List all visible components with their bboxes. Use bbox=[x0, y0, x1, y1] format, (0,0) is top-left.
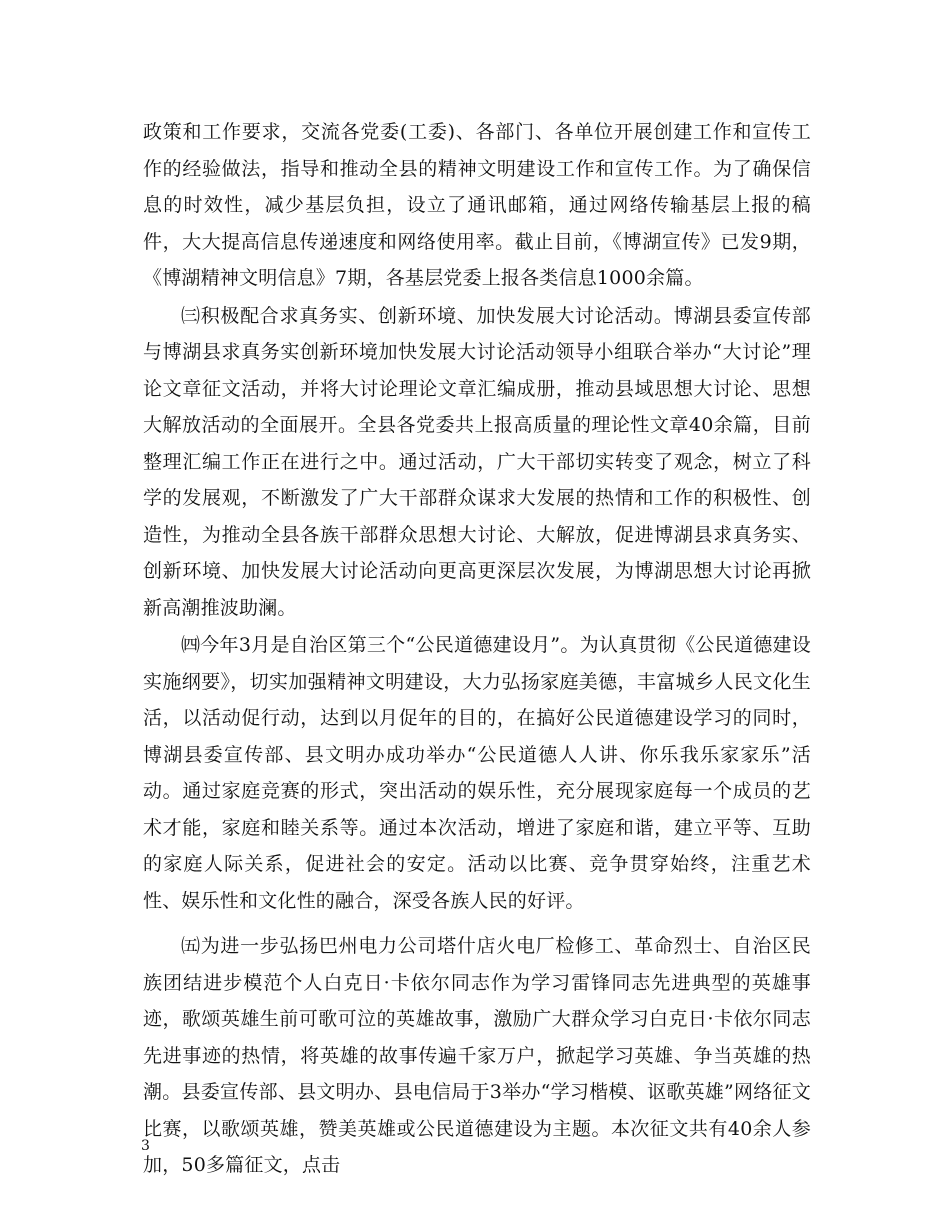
paragraph-item-3: ㈢积极配合求真务实、创新环境、加快发展大讨论活动。博湖县委宣传部与博湖县求真务实创新环境加快发展大讨论活动领导小组联合举办“大讨论”理论文章征文活动，并将大讨论理论文章汇编成册，推动县域思想大讨论、思想大解放活动的全面展开。全县各党委共上报高质量的理论性文章40余篇，目前整理汇编工作正在进行之中。通过活动，广大干部切实转变了观念，树立了科学的发展观，不断激发了广大干部群众谋求大发展的热情和工作的积极性、创造性，为推动全县各族干部群众思想大讨论、大解放，促进博湖县求真务实、创新环境、加快发展大讨论活动向更高更深层次发展，为博湖思想大讨论再掀新高潮推波助澜。 bbox=[143, 304, 811, 619]
page-number: 3 bbox=[141, 1138, 150, 1154]
document-body bbox=[143, 114, 811, 1184]
paragraph-continued: 政策和工作要求，交流各党委(工委)、各部门、各单位开展创建工作和宣传工作的经验做法，指导和推动全县的精神文明建设工作和宣传工作。为了确保信息的时效性，减少基层负担，设立了通讯邮箱，通过网络传输基层上报的稿件，大大提高信息传递速度和网络使用率。截止目前，《博湖宣传》已发9期，《博湖精神文明信息》7期，各基层党委上报各类信息1000余篇。 bbox=[143, 121, 811, 289]
paragraph-item-4: ㈣今年3月是自治区第三个“公民道德建设月”。为认真贯彻《公民道德建设实施纲要》，切实加强精神文明建设，大力弘扬家庭美德，丰富城乡人民文化生活，以活动促行动，达到以月促年的目的，在搞好公民道德建设学习的同时，博湖县委宣传部、县文明办成功举办“公民道德人人讲、你乐我乐家家乐”活动。通过家庭竞赛的形式，突出活动的娱乐性，充分展现家庭每一个成员的艺术才能，家庭和睦关系等。通过本次活动，增进了家庭和谐，建立平等、互助的家庭人际关系，促进社会的安定。活动以比赛、竞争贯穿始终，注重艺术性、娱乐性和文化性的融合，深受各族人民的好评。 bbox=[143, 634, 811, 912]
paragraph-item-5: ㈤为进一步弘扬巴州电力公司塔什店火电厂检修工、革命烈士、自治区民族团结进步模范个人白克日·卡依尔同志作为学习雷锋同志先进典型的英雄事迹，歌颂英雄生前可歌可泣的英雄故事，激励广大群众学习白克日·卡依尔同志先进事迹的热情，将英雄的故事传遍千家万户，掀起学习英雄、争当英雄的热潮。县委宣传部、县文明办、县电信局于3举办“学习楷模、讴歌英雄”网络征文比赛，以歌颂英雄，赞美英雄或公民道德建设为主题。本次征文共有40余人参加，50多篇征文，点击 bbox=[143, 935, 811, 1176]
